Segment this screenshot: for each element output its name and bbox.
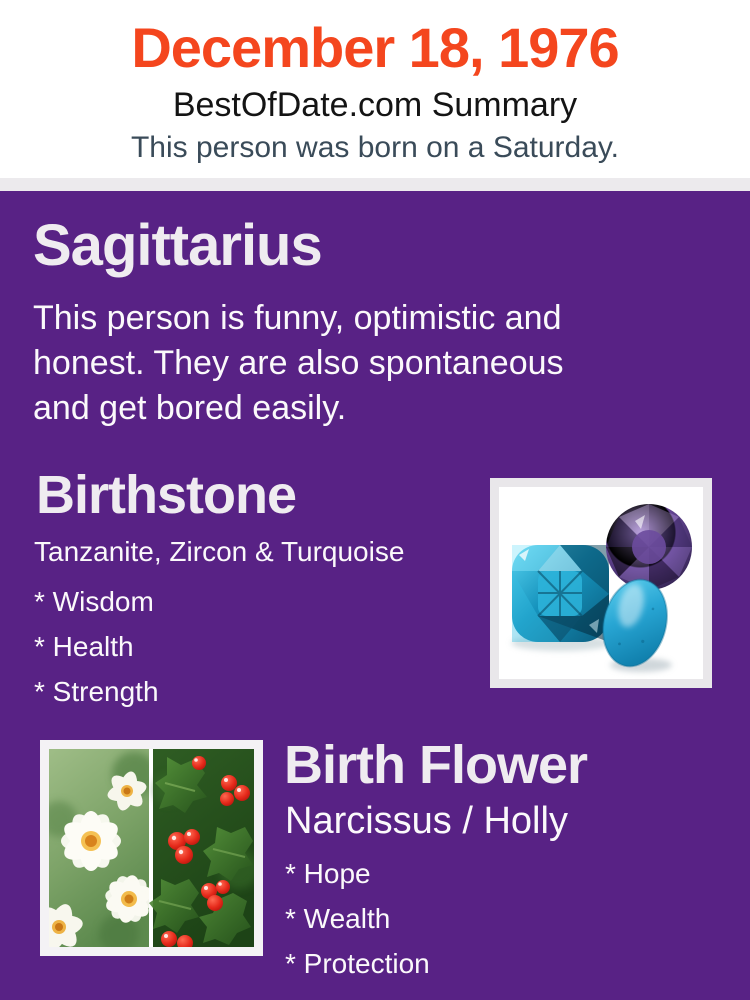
birth-flower-trait-wealth: * Wealth bbox=[285, 903, 391, 934]
birthstone-trait-health: * Health bbox=[34, 631, 134, 662]
birthstone-section-title: Birthstone bbox=[36, 465, 296, 525]
birth-flower-photo bbox=[40, 740, 263, 956]
birth-flower-trait-protection: * Protection bbox=[285, 948, 430, 979]
page-title-date: December 18, 1976 bbox=[131, 16, 619, 79]
site-summary-title: BestOfDate.com Summary bbox=[172, 86, 578, 124]
gemstones-image bbox=[499, 487, 703, 679]
divider-bar bbox=[0, 178, 750, 191]
photo-split-line bbox=[149, 749, 153, 947]
birthstone-trait-strength: * Strength bbox=[34, 676, 159, 707]
birthstone-photo bbox=[490, 478, 712, 688]
zodiac-sign-title: Sagittarius bbox=[33, 213, 322, 278]
zircon-gem bbox=[511, 545, 611, 651]
flowers-image bbox=[49, 749, 254, 947]
born-day-note: This person was born on a Saturday. bbox=[130, 131, 620, 164]
tanzanite-gem bbox=[606, 504, 692, 590]
zodiac-description: This person is funny, optimistic and honest. They are also spontaneous and get bored easily. bbox=[33, 299, 564, 427]
holly-berries bbox=[149, 749, 254, 947]
birth-flower-section-title: Birth Flower bbox=[284, 735, 588, 795]
birthstone-trait-wisdom: * Wisdom bbox=[34, 586, 154, 617]
birthstone-names: Tanzanite, Zircon & Turquoise bbox=[34, 536, 405, 567]
narcissus-flowers bbox=[49, 749, 156, 947]
birth-flower-trait-hope: * Hope bbox=[285, 858, 371, 889]
birth-flower-names: Narcissus / Holly bbox=[285, 800, 568, 842]
